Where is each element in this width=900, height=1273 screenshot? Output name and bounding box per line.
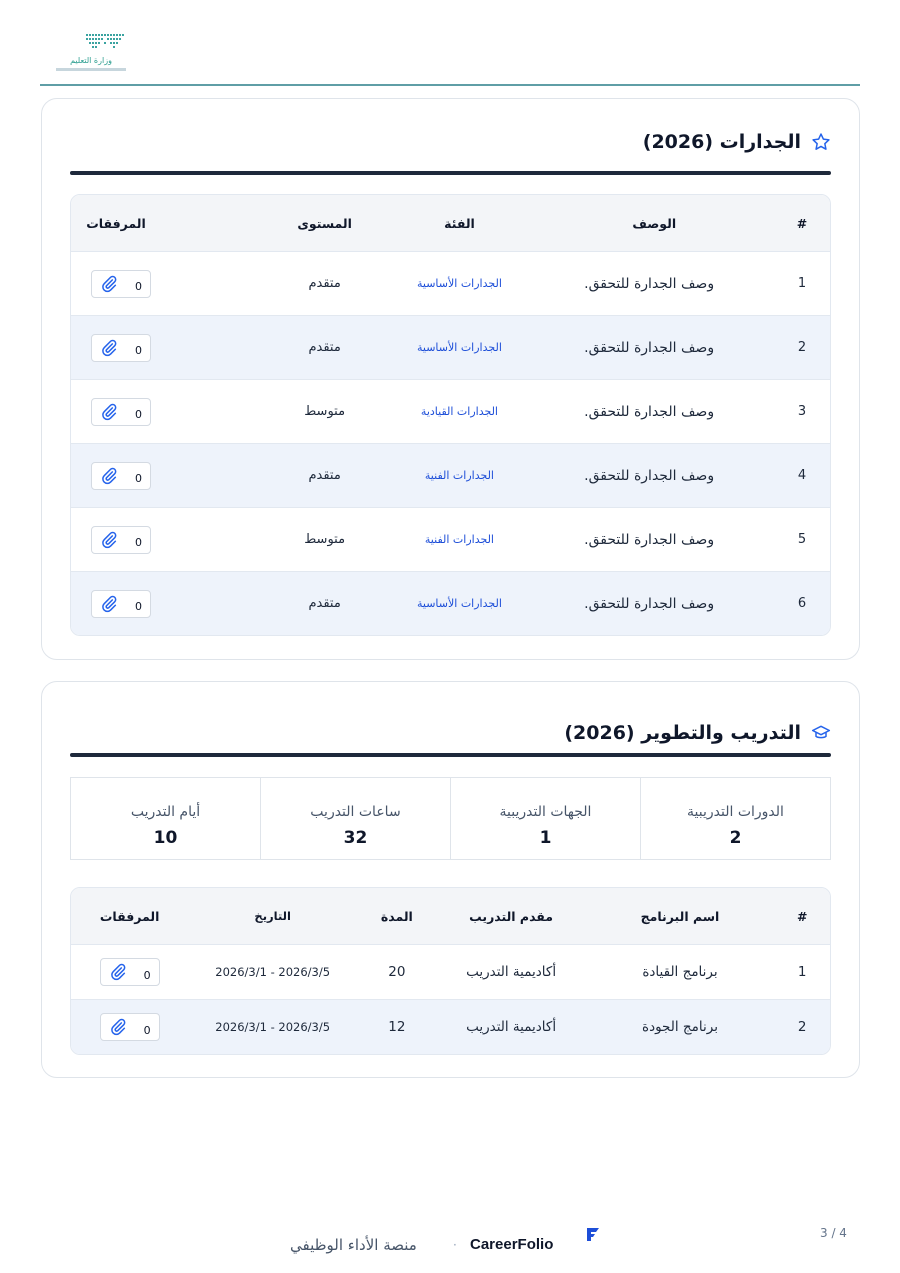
- attachment-button[interactable]: [100, 1013, 160, 1041]
- graduation-cap-icon: [811, 723, 831, 743]
- row-attachments: [71, 1013, 188, 1041]
- row-category-link[interactable]: الجدارات الأساسية: [417, 341, 502, 354]
- row-category-link[interactable]: الجدارات الفنية: [424, 469, 494, 482]
- row-level: متقدم: [308, 276, 341, 291]
- attachment-button[interactable]: [91, 334, 151, 362]
- row-num: 2: [797, 1019, 807, 1035]
- stat-value: 2: [729, 828, 742, 848]
- attachment-count: 0: [134, 408, 142, 421]
- ministry-logo-subtext: [56, 68, 126, 71]
- ministry-logo: [56, 30, 146, 78]
- paperclip-icon: [100, 531, 118, 549]
- training-stats: [70, 777, 831, 860]
- row-desc: وصف الجدارة للتحقق.: [584, 339, 715, 356]
- attachment-count: 0: [134, 280, 142, 293]
- col-num: #: [796, 908, 808, 924]
- stat-label: أيام التدريب: [130, 804, 201, 820]
- stat-value: 10: [153, 828, 178, 848]
- row-attachments: [71, 398, 265, 426]
- stat-providers: [450, 778, 640, 859]
- row-date: 2026/3/5 - 2026/3/1: [215, 965, 331, 979]
- row-duration: 20: [388, 964, 406, 980]
- row-desc: وصف الجدارة للتحقق.: [584, 275, 715, 292]
- row-level: متقدم: [308, 468, 341, 483]
- careerfolio-logo-icon: [585, 1226, 601, 1242]
- row-attachments: [71, 334, 265, 362]
- stat-value: 1: [539, 828, 552, 848]
- row-desc: وصف الجدارة للتحقق.: [584, 531, 715, 548]
- row-program-name: برنامج القيادة: [642, 964, 718, 980]
- stat-courses: [640, 778, 830, 859]
- attachment-count: 0: [134, 536, 142, 549]
- col-num: #: [796, 215, 808, 231]
- page-number: 3 / 4: [820, 1226, 847, 1240]
- row-num: 6: [797, 596, 807, 611]
- table-row: [71, 507, 830, 571]
- col-desc: الوصف: [632, 215, 677, 231]
- paperclip-icon: [100, 275, 118, 293]
- training-table: [70, 887, 831, 1055]
- row-attachments: [71, 958, 188, 986]
- ministry-logo-dots: [56, 30, 126, 52]
- table-row: [71, 571, 830, 635]
- table-row: [71, 999, 830, 1054]
- competencies-table-header: [71, 195, 830, 251]
- competencies-header: [643, 131, 831, 153]
- row-attachments: [71, 462, 265, 490]
- stat-hours: [260, 778, 450, 859]
- table-row: [71, 443, 830, 507]
- table-row: [71, 251, 830, 315]
- col-attachments: المرفقات: [99, 908, 160, 924]
- header-divider: [40, 84, 860, 86]
- stat-value: 32: [343, 828, 368, 848]
- row-date: 2026/3/5 - 2026/3/1: [215, 1020, 331, 1034]
- page-footer: [0, 1226, 900, 1256]
- stat-label: الجهات التدريبية: [499, 804, 592, 820]
- table-row: [71, 315, 830, 379]
- training-table-header: [71, 888, 830, 944]
- row-desc: وصف الجدارة للتحقق.: [584, 595, 715, 612]
- row-level: متقدم: [308, 596, 341, 611]
- training-card: [41, 681, 860, 1078]
- ministry-logo-text: وزارة التعليم: [70, 56, 112, 65]
- row-level: متقدم: [308, 340, 341, 355]
- col-duration: المدة: [380, 908, 413, 924]
- row-category-link[interactable]: الجدارات القيادية: [420, 405, 498, 418]
- competencies-rule: [70, 171, 831, 175]
- training-title: التدريب والتطوير (2026): [564, 722, 801, 744]
- row-category-link[interactable]: الجدارات الأساسية: [417, 277, 502, 290]
- col-date: التاريخ: [254, 909, 291, 923]
- row-num: 5: [797, 532, 807, 547]
- training-rule: [70, 753, 831, 757]
- paperclip-icon: [100, 595, 118, 613]
- training-header: [564, 722, 831, 744]
- stat-days: [71, 778, 260, 859]
- paperclip-icon: [100, 467, 118, 485]
- row-attachments: [71, 526, 265, 554]
- row-desc: وصف الجدارة للتحقق.: [584, 467, 715, 484]
- paperclip-icon: [109, 1018, 127, 1036]
- row-provider: أكاديمية التدريب: [466, 1019, 557, 1035]
- table-row: [71, 944, 830, 999]
- row-num: 1: [797, 964, 807, 980]
- attachment-count: 0: [134, 600, 142, 613]
- attachment-button[interactable]: [100, 958, 160, 986]
- attachment-count: 0: [134, 344, 142, 357]
- row-category-link[interactable]: الجدارات الأساسية: [417, 597, 502, 610]
- col-attachments: [71, 216, 265, 231]
- footer-brand: CareerFolio: [470, 1236, 554, 1253]
- paperclip-icon: [109, 963, 127, 981]
- row-num: 4: [797, 468, 807, 483]
- attachment-button[interactable]: [91, 398, 151, 426]
- row-attachments: [71, 270, 265, 298]
- row-provider: أكاديمية التدريب: [466, 964, 557, 980]
- row-num: 2: [797, 340, 807, 355]
- table-row: [71, 379, 830, 443]
- attachment-count: 0: [134, 472, 142, 485]
- attachment-button[interactable]: [91, 462, 151, 490]
- col-category: الفئة: [444, 215, 475, 231]
- stat-label: الدورات التدريبية: [687, 804, 784, 820]
- attachment-button[interactable]: [91, 526, 151, 554]
- attachment-count: 0: [143, 1023, 151, 1037]
- footer-platform-name: منصة الأداء الوظيفي: [290, 1236, 417, 1254]
- row-desc: وصف الجدارة للتحقق.: [584, 403, 715, 420]
- row-num: 1: [797, 276, 807, 291]
- footer-separator: ·: [453, 1238, 457, 1252]
- col-attachments-label: المرفقات: [86, 215, 146, 231]
- col-level: المستوى: [297, 215, 352, 231]
- attachment-button[interactable]: [91, 590, 151, 618]
- star-icon: [811, 132, 831, 152]
- competencies-card: [41, 98, 860, 660]
- attachment-count: 0: [143, 968, 151, 982]
- paperclip-icon: [100, 339, 118, 357]
- competencies-title: الجدارات (2026): [642, 131, 801, 153]
- row-attachments: [71, 590, 265, 618]
- row-num: 3: [797, 404, 807, 419]
- row-level: متوسط: [304, 404, 346, 419]
- paperclip-icon: [100, 403, 118, 421]
- stat-label: ساعات التدريب: [310, 804, 401, 820]
- attachment-button[interactable]: [91, 270, 151, 298]
- row-category-link[interactable]: الجدارات الفنية: [424, 533, 494, 546]
- col-program-name: اسم البرنامج: [640, 908, 720, 924]
- row-duration: 12: [388, 1019, 406, 1035]
- competencies-table: [70, 194, 831, 636]
- row-level: متوسط: [304, 532, 346, 547]
- col-provider: مقدم التدريب: [469, 908, 554, 924]
- row-program-name: برنامج الجودة: [642, 1019, 718, 1035]
